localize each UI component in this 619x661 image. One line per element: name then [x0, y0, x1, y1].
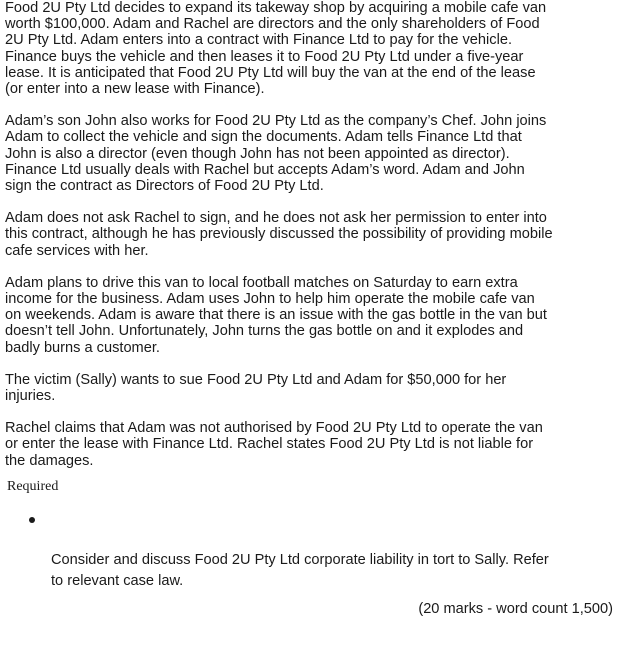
paragraph-gas-explosion: Adam plans to drive this van to local football matches on Saturday to earn extra income for the business. Adam uses John to help him operate the mobile cafe van on weekends. Adam is aware that there is an issue with the gas bottle in the van but doesn’t tell John. Unfortunately, John turns the gas bottle on and it explodes and badly burns a customer. — [5, 274, 547, 356]
requirements-list — [5, 509, 615, 591]
paragraph-facts-intro: Food 2U Pty Ltd decides to expand its takeway shop by acquiring a mobile cafe van worth $100,000. Adam and Rachel are directors and the only shareholders of Food 2U Pty Ltd. Adam enters into a contract with Finance Ltd to pay for the vehicle. Finance buys the vehicle and then leases it to Food 2U Pty Ltd under a five-year lease. It is anticipated that Food 2U Pty Ltd will buy the van at the end of the lease (or enter into a new lease with Finance). — [5, 0, 547, 98]
paragraph-rachel-claim: Rachel claims that Adam was not authorised by Food 2U Pty Ltd to operate the van or enter the lease with Finance Ltd. Rachel states Food 2U Pty Ltd is not liable for the damages. — [5, 420, 543, 469]
paragraph-rachel-permission: Adam does not ask Rachel to sign, and he does not ask her permission to enter into this contract, although he has previously discussed the possibility of providing mobile cafe services with her. — [5, 210, 553, 259]
requirement-item — [27, 509, 615, 591]
required-heading: Required — [7, 478, 59, 494]
bullet-icon — [29, 517, 35, 523]
assignment-document — [5, 0, 615, 617]
marks-note: (20 marks - word count 1,500) — [418, 601, 613, 618]
paragraph-victim-claim: The victim (Sally) wants to sue Food 2U Pty Ltd and Adam for $50,000 for her injuries. — [5, 371, 507, 405]
paragraph-john-director: Adam’s son John also works for Food 2U Pty Ltd as the company’s Chef. John joins Adam to collect the vehicle and sign the documents. Adam tells Finance Ltd that John is also a director (even though John has not been appointed as director). Finance Ltd usually deals with Rachel but accepts Adam’s word. Adam and John sign the contract as Directors of Food 2U Pty Ltd. — [5, 113, 547, 195]
requirement-text: Consider and discuss Food 2U Pty Ltd corporate liability in tort to Sally. Refer to relevant case law. — [51, 552, 549, 589]
